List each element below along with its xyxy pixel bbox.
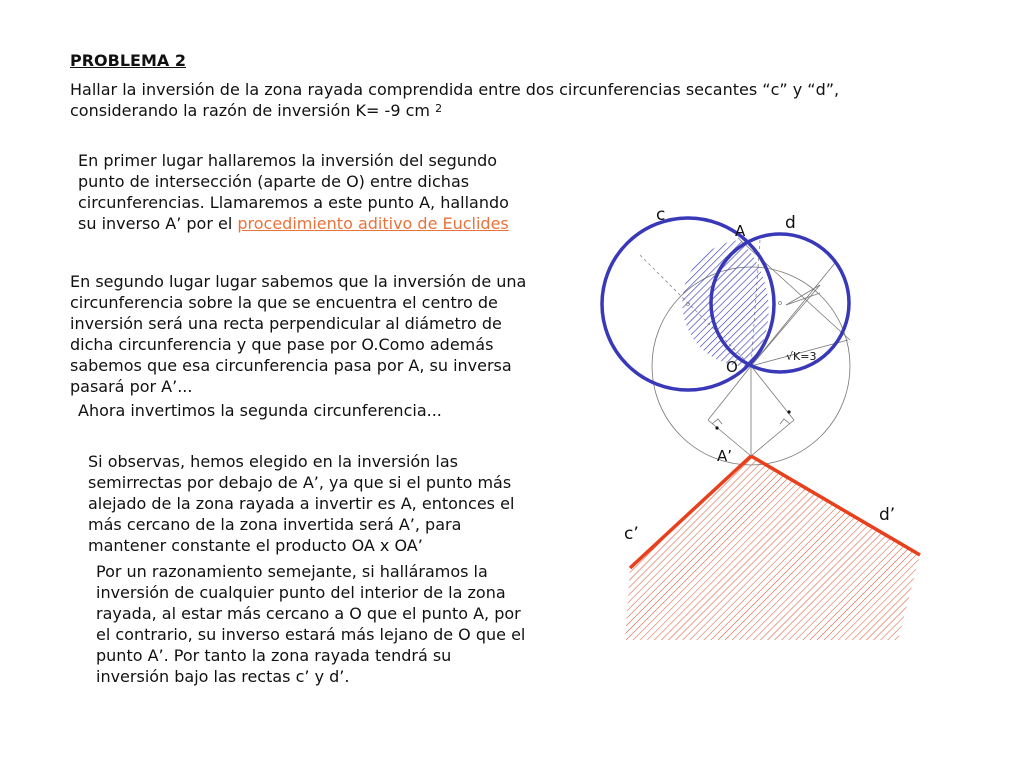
euclides-procedure-link[interactable]: procedimiento aditivo de Euclides	[237, 214, 509, 233]
inverse-hatched-region	[625, 456, 920, 640]
right-angle-mark-right	[780, 419, 790, 424]
step-1-text: En primer lugar hallaremos la inversión del segundo punto de intersección (aparte de O) entre dichas circunferencias. Llamaremos a este punto A, hallando su inverso A’ por el	[78, 151, 509, 233]
label-c-prime: c’	[624, 524, 639, 544]
label-d-prime: d’	[879, 505, 896, 525]
angle-dot-left	[715, 426, 718, 429]
label-A-prime: A’	[717, 447, 733, 465]
observation-paragraph: Si observas, hemos elegido en la inversión las semirrectas por debajo de A’, ya que si el punto más alejado de la zona rayada a invertir es A, entonces el más cercano de la zona invertida será A’, para mantener constante el producto OA x OA’	[88, 452, 515, 555]
exponent: 2	[435, 102, 443, 115]
right-angle-mark-left	[712, 419, 722, 424]
center-d	[779, 302, 782, 305]
label-sqrt-k: √K=3	[786, 350, 817, 363]
page-title: PROBLEMA 2	[70, 51, 186, 70]
label-A: A	[735, 222, 746, 240]
label-d: d	[785, 213, 796, 233]
step-2-paragraph: En segundo lugar lugar sabemos que la inversión de una circunferencia sobre la que se encuentra el centro de inversión será una recta perpendicular al diámetro de dicha circunferencia y que pase por O.Como además sabemos que esa circunferencia pasa por A, su inversa pasará por A’...	[70, 272, 527, 396]
construction-right-perpendicular	[751, 420, 794, 456]
conclusion-paragraph: Por un razonamiento semejante, si halláramos la inversión de cualquier punto del interior de la zona rayada, al estar más cercano a O que el punto A, por el contrario, su inverso estará más lejano de O que el punto A’. Por tanto la zona rayada tendrá su inversión bajo las rectas c’ y d’.	[96, 562, 526, 686]
label-c: c	[656, 205, 666, 225]
angle-dot-right	[787, 410, 790, 413]
problem-statement-text: Hallar la inversión de la zona rayada comprendida entre dos circunferencias secantes “c” y “d”, considerando la razón de inversión K= -9 cm	[70, 80, 840, 120]
label-O: O	[726, 358, 738, 376]
step-3-paragraph: Ahora invertimos la segunda circunferencia...	[78, 401, 442, 420]
